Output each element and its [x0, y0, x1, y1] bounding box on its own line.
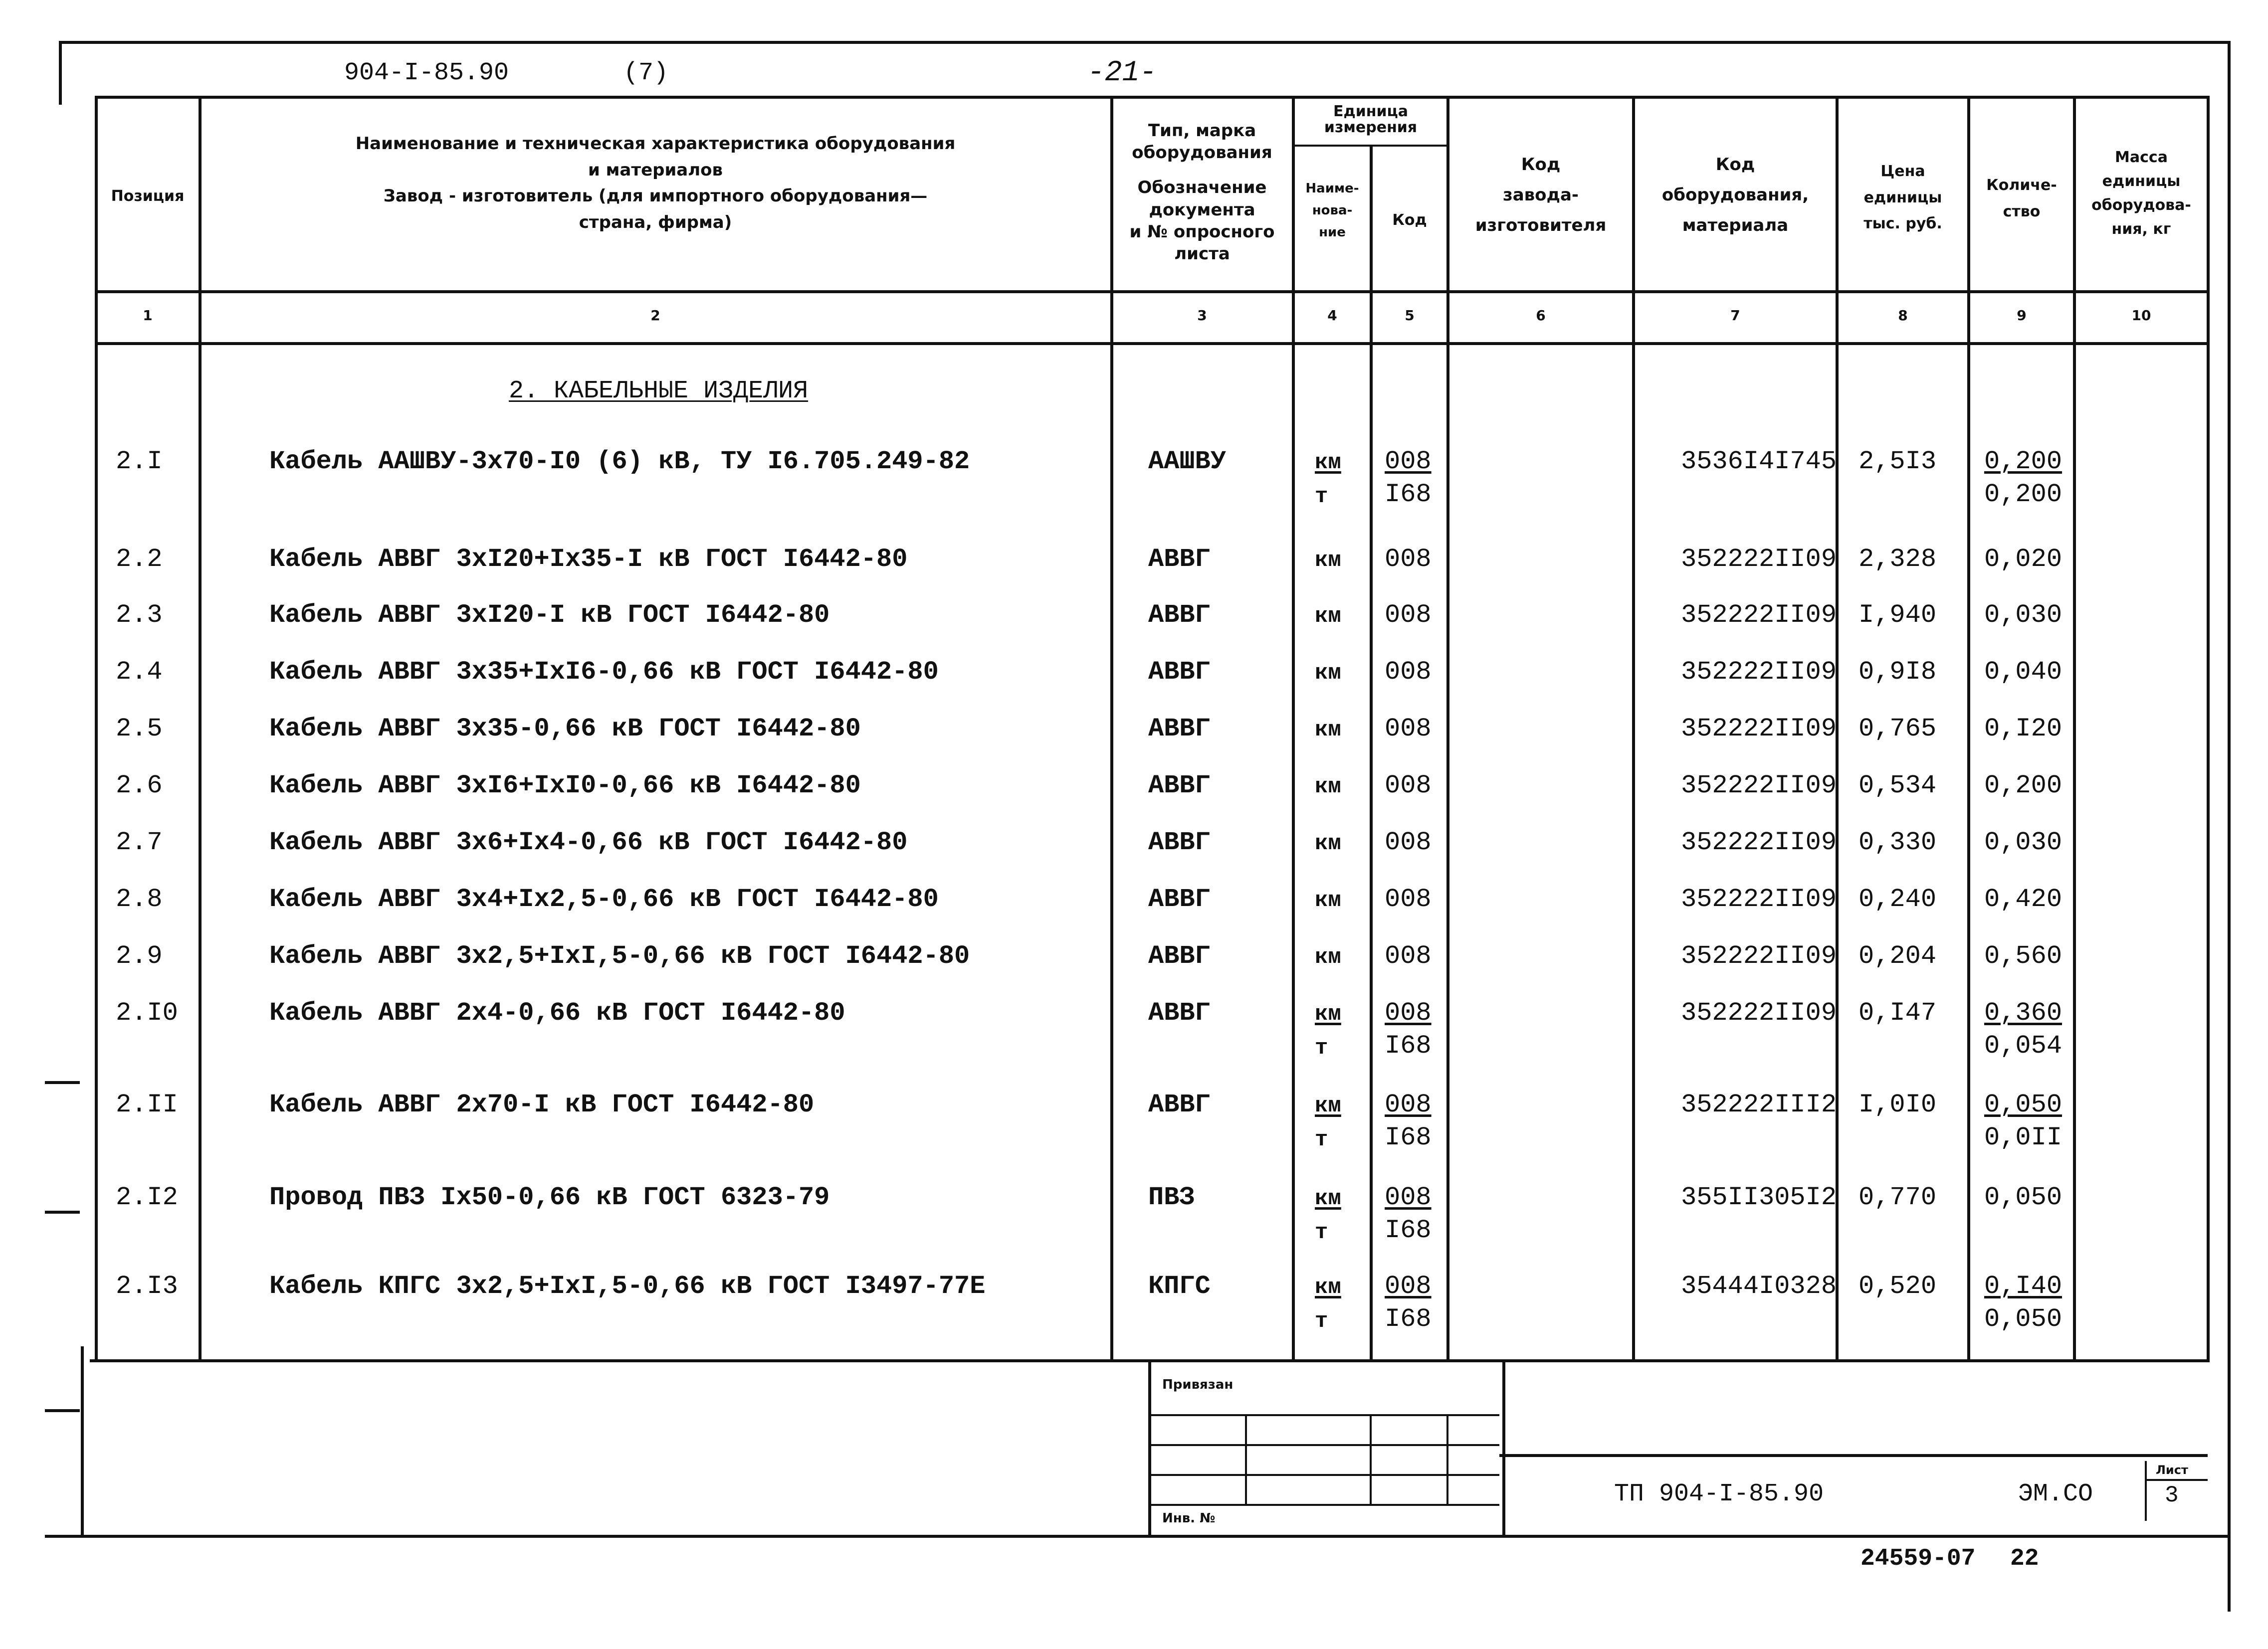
row-price: 2,328: [1858, 545, 1937, 574]
row-type: АВВГ: [1148, 657, 1211, 687]
col-line-4: [1370, 146, 1373, 1362]
row-quantity: 0,420: [1984, 885, 2062, 914]
row-type: АВВГ: [1148, 941, 1211, 971]
margin-tick-2: [45, 1211, 80, 1214]
unit-subheader-line: [1295, 145, 1446, 147]
row-position: 2.I: [116, 447, 163, 476]
row-quantity-2: 0,0II: [1984, 1123, 2062, 1152]
page-number: -21-: [1087, 57, 1157, 89]
stamp-mark: ЭМ.СО: [2018, 1480, 2093, 1508]
row-unit-name-2: т: [1315, 484, 1328, 509]
row-type: АВВГ: [1148, 885, 1211, 914]
row-price: 0,534: [1858, 771, 1937, 800]
row-equip-code: 352222II09: [1681, 941, 1837, 971]
row-position: 2.6: [116, 771, 163, 800]
row-quantity: 0,020: [1984, 545, 2062, 574]
col-num-7: 7: [1730, 307, 1740, 324]
row-quantity: 0,030: [1984, 828, 2062, 857]
attach-vline-2: [1370, 1414, 1372, 1504]
row-unit-code: 008: [1385, 885, 1432, 914]
row-name: Кабель АВВГ 3хI6+IхI0-0,66 кВ I6442-80: [269, 771, 861, 800]
row-quantity-2: 0,200: [1984, 480, 2062, 509]
row-position: 2.II: [116, 1090, 178, 1119]
row-price: 0,I47: [1858, 998, 1937, 1028]
row-unit-name: км: [1315, 661, 1341, 686]
row-quantity: 0,560: [1984, 941, 2062, 971]
row-position: 2.4: [116, 657, 163, 687]
row-quantity: 0,050: [1984, 1090, 2062, 1119]
row-unit-code: 008: [1385, 657, 1432, 687]
row-equip-code: 355II305I2: [1681, 1183, 1837, 1212]
row-unit-code: 008: [1385, 1183, 1432, 1212]
row-equip-code: 352222II09: [1681, 828, 1837, 857]
row-position: 2.7: [116, 828, 163, 857]
row-unit-code-2: I68: [1385, 480, 1432, 509]
row-type: КПГС: [1148, 1272, 1211, 1301]
sheet-ref: (7): [623, 59, 669, 87]
row-price: I,940: [1858, 600, 1937, 630]
row-type: АВВГ: [1148, 771, 1211, 800]
attach-vline-3: [1446, 1414, 1448, 1504]
row-unit-name: км: [1315, 548, 1341, 573]
row-type: АВВГ: [1148, 998, 1211, 1028]
row-quantity: 0,I20: [1984, 714, 2062, 743]
row-position: 2.3: [116, 600, 163, 630]
stamp-designation: ТП 904-I-85.90: [1614, 1480, 1824, 1508]
row-equip-code: 35444I0328: [1681, 1272, 1837, 1301]
row-unit-code: 008: [1385, 1272, 1432, 1301]
row-name: Кабель КПГС 3х2,5+IхI,5-0,66 кВ ГОСТ I3497-77Е: [269, 1272, 986, 1301]
row-equip-code: 352222II09: [1681, 771, 1837, 800]
header-quantity: Количе- ство: [1986, 177, 2057, 220]
header-price: Цена единицы тыс. руб.: [1863, 163, 1942, 232]
row-unit-code-2: I68: [1385, 1031, 1432, 1061]
row-unit-name: км: [1315, 450, 1341, 475]
frame-right: [2228, 41, 2231, 1612]
number-row-separator: [95, 342, 2210, 345]
header-plant-code: Код завода- изготовителя: [1475, 155, 1607, 236]
row-equip-code: 352222II09: [1681, 657, 1837, 687]
row-unit-name: км: [1315, 774, 1341, 799]
header-name: Наименование и техническая характеристика оборудования и материалов Завод - изготовитель (для импортного оборудования— страна, фирма): [355, 134, 956, 233]
col-line-1: [199, 96, 202, 1362]
row-equip-code: 352222II09: [1681, 714, 1837, 743]
table-right: [2207, 96, 2210, 1362]
row-equip-code: 352222II09: [1681, 545, 1837, 574]
col-num-9: 9: [2017, 307, 2027, 324]
row-type: АВВГ: [1148, 828, 1211, 857]
row-unit-name-2: т: [1315, 1127, 1328, 1152]
row-equip-code: 3536I4I745: [1681, 447, 1837, 476]
row-unit-code: 008: [1385, 714, 1432, 743]
row-price: 0,770: [1858, 1183, 1937, 1212]
row-type: ААШВУ: [1148, 447, 1227, 476]
attach-vline-1: [1245, 1414, 1247, 1504]
stamp-top-line: [1499, 1454, 2208, 1457]
row-unit-name: км: [1315, 1275, 1341, 1300]
col-num-5: 5: [1405, 307, 1415, 324]
col-line-9: [2073, 96, 2076, 1362]
row-equip-code: 352222II09: [1681, 998, 1837, 1028]
frame-left-top: [59, 41, 62, 105]
row-name: Кабель АВВГ 2х4-0,66 кВ ГОСТ I6442-80: [269, 998, 845, 1028]
row-unit-code: 008: [1385, 771, 1432, 800]
row-unit-name: км: [1315, 1186, 1341, 1211]
col-num-10: 10: [2131, 307, 2151, 324]
header-equip-code: Код оборудования, материала: [1661, 155, 1809, 236]
row-quantity-2: 0,054: [1984, 1031, 2062, 1061]
row-unit-name: км: [1315, 1094, 1341, 1118]
row-name: Кабель АВВГ 3х4+Iх2,5-0,66 кВ ГОСТ I6442-80: [269, 885, 939, 914]
row-unit-name: км: [1315, 1002, 1341, 1027]
row-position: 2.2: [116, 545, 163, 574]
table-left: [95, 96, 98, 1362]
margin-tick-1: [45, 1081, 80, 1084]
attach-line-4: [1150, 1504, 1499, 1506]
row-type: АВВГ: [1148, 714, 1211, 743]
row-price: 0,9I8: [1858, 657, 1937, 687]
row-unit-name: км: [1315, 604, 1341, 629]
row-unit-name: км: [1315, 888, 1341, 913]
row-name: Кабель АВВГ 3х35+IхI6-0,66 кВ ГОСТ I6442-80: [269, 657, 939, 687]
row-unit-name: км: [1315, 718, 1341, 742]
row-type: АВВГ: [1148, 1090, 1211, 1119]
row-equip-code: 352222II09: [1681, 885, 1837, 914]
col-line-2: [1110, 96, 1113, 1362]
header-unit-code: Код: [1392, 211, 1427, 229]
row-quantity: 0,030: [1984, 600, 2062, 630]
frame-top: [59, 41, 2231, 44]
doc-code: 904-I-85.90: [344, 59, 509, 87]
row-unit-code: 008: [1385, 1090, 1432, 1119]
row-position: 2.8: [116, 885, 163, 914]
inv-label: Инв. №: [1162, 1511, 1216, 1526]
col-num-1: 1: [143, 307, 153, 324]
row-unit-code-2: I68: [1385, 1216, 1432, 1245]
row-position: 2.I3: [116, 1272, 178, 1301]
sheet-label: Лист: [2156, 1463, 2188, 1477]
row-equip-code: 352222II09: [1681, 600, 1837, 630]
col-num-3: 3: [1197, 307, 1207, 324]
sheet-number: 3: [2165, 1482, 2179, 1508]
row-price: 0,765: [1858, 714, 1937, 743]
row-name: Кабель АВВГ 3хI20-I кВ ГОСТ I6442-80: [269, 600, 830, 630]
row-price: 0,240: [1858, 885, 1937, 914]
frame-bottom: [45, 1535, 2230, 1538]
row-price: 0,330: [1858, 828, 1937, 857]
col-line-3: [1292, 96, 1295, 1362]
row-unit-code: 008: [1385, 447, 1432, 476]
row-unit-code: 008: [1385, 998, 1432, 1028]
row-unit-code: 008: [1385, 941, 1432, 971]
row-position: 2.5: [116, 714, 163, 743]
row-quantity: 0,050: [1984, 1183, 2062, 1212]
row-unit-name: км: [1315, 831, 1341, 856]
row-name: Кабель ААШВУ-3х70-I0 (6) кВ, ТУ I6.705.249-82: [269, 447, 970, 476]
row-unit-code: 008: [1385, 600, 1432, 630]
row-quantity: 0,I40: [1984, 1272, 2062, 1301]
row-unit-code-2: I68: [1385, 1123, 1432, 1152]
header-mass: Масса единицы оборудова- ния, кг: [2091, 149, 2191, 238]
header-unit-name: Наиме- нова- ние: [1305, 181, 1359, 240]
stamp-sheet-line: [2145, 1479, 2208, 1481]
row-position: 2.I0: [116, 998, 178, 1028]
row-unit-name-2: т: [1315, 1309, 1328, 1334]
row-quantity: 0,200: [1984, 771, 2062, 800]
row-position: 2.I2: [116, 1183, 178, 1212]
header-type: Тип, марка оборудования Обозначение документа и № опросного листа: [1129, 121, 1275, 264]
row-unit-name-2: т: [1315, 1220, 1328, 1245]
row-type: АВВГ: [1148, 545, 1211, 574]
row-unit-code: 008: [1385, 545, 1432, 574]
table-top: [95, 96, 2210, 99]
col-line-8: [1967, 96, 1970, 1362]
col-line-5: [1446, 96, 1449, 1362]
footer-page: 22: [2010, 1545, 2039, 1572]
row-quantity: 0,040: [1984, 657, 2062, 687]
row-price: 2,5I3: [1858, 447, 1937, 476]
attached-label: Привязан: [1162, 1377, 1234, 1392]
col-num-4: 4: [1327, 307, 1337, 324]
row-unit-name: км: [1315, 945, 1341, 970]
col-num-8: 8: [1898, 307, 1908, 324]
row-name: Кабель АВВГ 3х2,5+IхI,5-0,66 кВ ГОСТ I6442-80: [269, 941, 970, 971]
row-position: 2.9: [116, 941, 163, 971]
stamp-sheet-divider: [2145, 1461, 2147, 1521]
frame-left-bottom: [81, 1346, 84, 1535]
row-unit-code-2: I68: [1385, 1304, 1432, 1334]
row-equip-code: 352222III2: [1681, 1090, 1837, 1119]
section-title: 2. КАБЕЛЬНЫЕ ИЗДЕЛИЯ: [509, 377, 809, 405]
col-num-2: 2: [650, 307, 660, 324]
row-quantity: 0,200: [1984, 447, 2062, 476]
row-type: ПВЗ: [1148, 1183, 1195, 1212]
header-separator: [95, 290, 2210, 293]
row-unit-name-2: т: [1315, 1036, 1328, 1061]
header-position: Позиция: [111, 187, 185, 205]
footer-number: 24559-07: [1860, 1545, 1976, 1572]
margin-tick-3: [45, 1409, 80, 1412]
row-type: АВВГ: [1148, 600, 1211, 630]
col-num-6: 6: [1536, 307, 1546, 324]
row-name: Кабель АВВГ 3х6+Iх4-0,66 кВ ГОСТ I6442-80: [269, 828, 908, 857]
row-price: 0,204: [1858, 941, 1937, 971]
row-price: I,0I0: [1858, 1090, 1937, 1119]
row-name: Кабель АВВГ 3х35-0,66 кВ ГОСТ I6442-80: [269, 714, 861, 743]
row-quantity: 0,360: [1984, 998, 2062, 1028]
row-name: Провод ПВЗ Iх50-0,66 кВ ГОСТ 6323-79: [269, 1183, 830, 1212]
row-unit-code: 008: [1385, 828, 1432, 857]
row-name: Кабель АВВГ 3хI20+Iх35-I кВ ГОСТ I6442-80: [269, 545, 908, 574]
row-price: 0,520: [1858, 1272, 1937, 1301]
row-quantity-2: 0,050: [1984, 1304, 2062, 1334]
row-name: Кабель АВВГ 2х70-I кВ ГОСТ I6442-80: [269, 1090, 815, 1119]
header-unit: Единица измерения: [1324, 103, 1418, 136]
col-line-6: [1632, 96, 1635, 1362]
